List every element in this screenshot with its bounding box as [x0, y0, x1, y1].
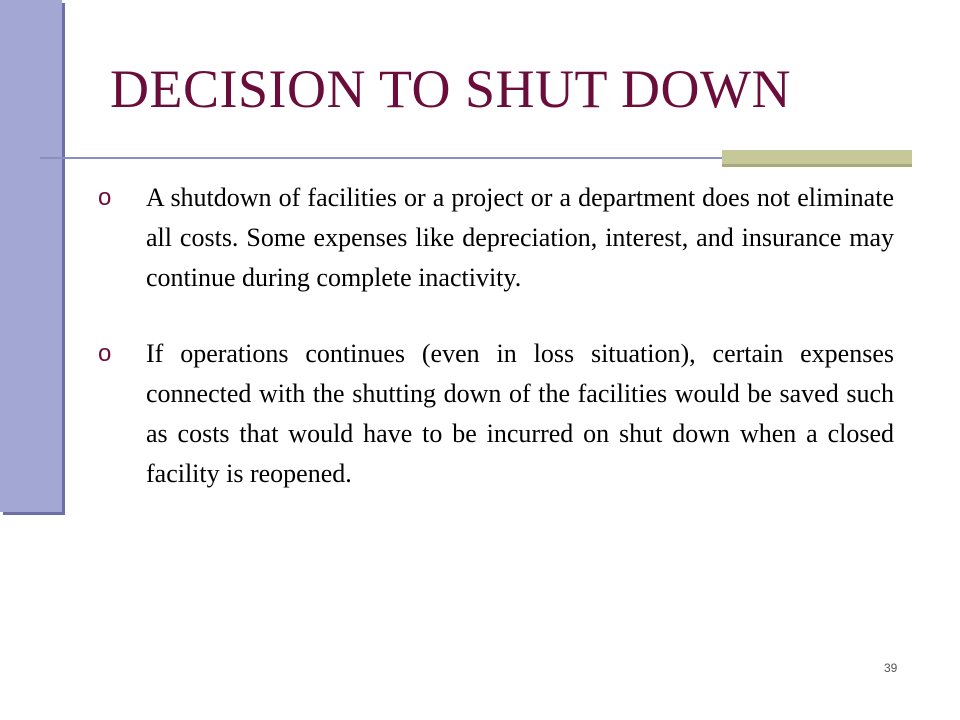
bullet-text: If operations continues (even in loss situation), certain expenses connected with the shutting down of the facilities would be saved such as costs that would have to be incurred on shut down when a closed facility is reopened.	[146, 339, 894, 488]
bullet-marker-icon: o	[98, 184, 112, 211]
bullet-item	[98, 178, 894, 298]
page-number: 39	[884, 661, 898, 675]
title-divider-accent	[722, 150, 912, 167]
left-decorative-bar	[0, 0, 62, 512]
bullet-marker-icon: o	[98, 340, 112, 367]
bullet-item	[98, 334, 894, 494]
bullet-list	[98, 178, 894, 530]
bullet-text: A shutdown of facilities or a project or a department does not eliminate all costs. Some expenses like depreciation, interest, and insurance may continue during complete inactivity.	[146, 183, 894, 292]
slide-title: DECISION TO SHUT DOWN	[110, 59, 792, 119]
